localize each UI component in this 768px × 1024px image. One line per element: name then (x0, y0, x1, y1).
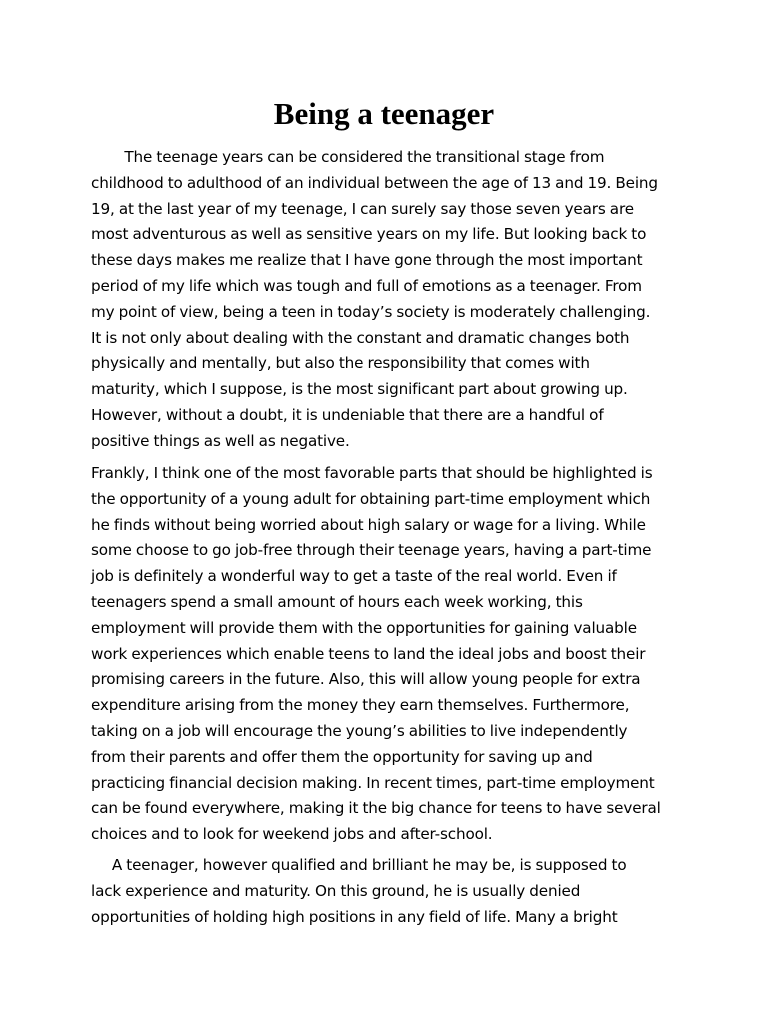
paragraph-line: opportunities of holding high positions in any field of life. Many a bright (91, 907, 618, 926)
paragraph-line: choices and to look for weekend jobs and after-school. (91, 825, 493, 844)
paragraph-line: The teenage years can be considered the transitional stage from (91, 148, 605, 166)
paragraph-line: Frankly, I think one of the most favorable parts that should be highlighted is (91, 464, 653, 482)
paragraph-line: teenagers spend a small amount of hours each week working, this (91, 592, 583, 611)
paragraph-line: period of my life which was tough and full of emotions as a teenager. From (91, 276, 642, 295)
paragraph-line: some choose to go job-free through their teenage years, having a part-time (91, 541, 652, 560)
paragraph-line: he finds without being worried about high salary or wage for a living. While (91, 515, 646, 534)
paragraph-line: It is not only about dealing with the constant and dramatic changes both (91, 328, 630, 347)
paragraph-line: promising careers in the future. Also, this will allow young people for extra (91, 670, 641, 689)
paragraph-line: However, without a doubt, it is undeniable that there are a handful of (91, 405, 604, 424)
paragraph-line: positive things as well as negative. (91, 431, 350, 450)
paragraph-line: physically and mentally, but also the responsibility that comes with (91, 354, 590, 373)
paragraph-line: from their parents and offer them the opportunity for saving up and (91, 747, 593, 766)
paragraph-line: can be found everywhere, making it the big chance for teens to have several (91, 799, 661, 818)
paragraph-line: expenditure arising from the money they earn themselves. Furthermore, (91, 696, 630, 715)
paragraph-1 (91, 145, 681, 455)
paragraph-line: childhood to adulthood of an individual between the age of 13 and 19. Being (91, 173, 658, 192)
paragraph-line: A teenager, however qualified and brilliant he may be, is supposed to (91, 856, 627, 874)
paragraph-line: these days makes me realize that I have gone through the most important (91, 251, 643, 270)
paragraph-2 (91, 461, 681, 848)
paragraph-line: practicing financial decision making. In recent times, part-time employment (91, 773, 655, 792)
paragraph-line: maturity, which I suppose, is the most significant part about growing up. (91, 380, 628, 399)
document-title: Being a teenager (273, 96, 495, 131)
paragraph-line: my point of view, being a teen in today’s society is moderately challenging. (91, 302, 651, 321)
paragraph-3 (91, 853, 681, 930)
paragraph-line: taking on a job will encourage the young’s abilities to live independently (91, 721, 628, 740)
paragraph-line: work experiences which enable teens to land the ideal jobs and boost their (91, 644, 646, 663)
paragraph-line: most adventurous as well as sensitive years on my life. But looking back to (91, 225, 647, 244)
paragraph-line: the opportunity of a young adult for obtaining part-time employment which (91, 489, 651, 508)
paragraph-line: 19, at the last year of my teenage, I can surely say those seven years are (91, 199, 634, 218)
paragraph-line: employment will provide them with the opportunities for gaining valuable (91, 618, 637, 637)
paragraph-line: lack experience and maturity. On this ground, he is usually denied (91, 881, 581, 900)
paragraph-line: job is definitely a wonderful way to get a taste of the real world. Even if (91, 567, 617, 586)
